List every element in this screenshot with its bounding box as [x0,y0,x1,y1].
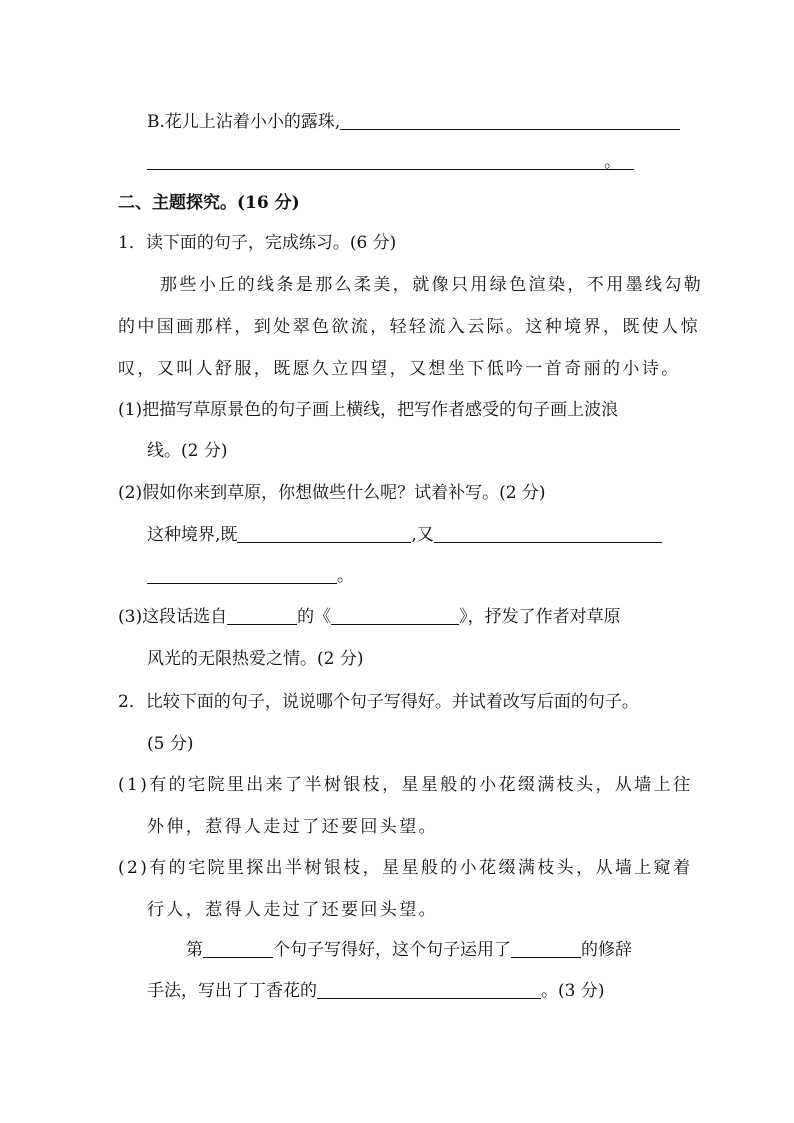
section-title: 二、主题探究。(16 分) [118,193,300,213]
q2-answer-d: 手法，写出了丁香花的 [147,981,317,1001]
answer-blank-sub2-1[interactable] [237,523,411,543]
q2-sentence-2-line-2: 行人，惹得人走过了还要回头望。 [147,900,438,920]
q1-sub3-c: 》，抒发了作者对草原 [459,607,621,627]
q1-sub1-line-2: 线。(2 分) [147,441,228,461]
q2-answer-line-1 [186,938,632,962]
q2-answer-c: 的修辞 [581,940,632,960]
q1-sub3-a: (3)这段话选自 [118,607,228,627]
q2-answer-line-2 [147,979,604,1003]
q1-sub2-line [147,523,662,547]
answer-blank-sub2-3[interactable] [147,564,337,584]
question-b-line [147,110,680,134]
q1-sub2-line-2 [147,564,354,588]
q2-answer-e: 。(3 分) [541,981,605,1001]
q1-sub2-mid: ,又 [411,525,434,545]
question-b-text: B.花儿上沾着小小的露珠, [147,112,341,132]
q1-sub3-line-2: 风光的无限热爱之情。(2 分) [147,649,364,669]
answer-blank-q2-number[interactable] [203,938,273,958]
q2-answer-b: 个句子写得好，这个句子运用了 [273,940,511,960]
q1-sub1-line-1: (1)把描写草原景色的句子画上横线，把写作者感受的句子画上波浪 [118,400,619,420]
answer-blank-b-2[interactable] [147,150,634,170]
answer-blank-sub3-title[interactable] [331,605,459,625]
q1-sub3-b: 的《 [297,607,332,627]
answer-blank-sub2-2[interactable] [434,523,662,543]
q2-sentence-2-line-1: (2)有的宅院里探出半树银枝，星星般的小花缀满枝头，从墙上窥着 [118,858,693,878]
question-b-line-2 [147,150,621,174]
question-2-score: (5 分) [147,734,194,754]
answer-blank-q2-feature[interactable] [317,979,541,999]
answer-blank-q2-rhetoric[interactable] [511,938,581,958]
question-b-end: 。 [604,152,621,172]
q1-sub2-title: (2)假如你来到草原，你想做些什么呢？试着补写。(2 分) [118,483,546,503]
answer-blank-b-1[interactable] [340,110,680,130]
q2-answer-a: 第 [186,940,203,960]
q2-sentence-1-line-1: (1)有的宅院里出来了半树银枝，星星般的小花缀满枝头，从墙上往 [118,775,693,795]
question-1-title: 1．读下面的句子，完成练习。(6 分) [118,233,397,253]
q1-sub3-line [118,605,621,629]
passage-line-2: 的中国画那样，到处翠色欲流，轻轻流入云际。这种境界，既使人惊 [118,317,700,337]
q2-sentence-1-line-2: 外伸，惹得人走过了还要回头望。 [147,817,438,837]
question-2-title: 2．比较下面的句子，说说哪个句子写得好。并试着改写后面的句子。 [118,692,639,712]
passage-line-1: 那些小丘的线条是那么柔美，就像只用绿色渲染，不用墨线勾勒 [160,275,704,295]
passage-line-3: 叹，又叫人舒服，既愿久立四望，又想坐下低吟一首奇丽的小诗。 [118,359,681,379]
q1-sub2-prefix: 这种境界,既 [147,525,238,545]
q1-sub2-end: 。 [337,566,354,586]
answer-blank-sub3-author[interactable] [227,605,297,625]
